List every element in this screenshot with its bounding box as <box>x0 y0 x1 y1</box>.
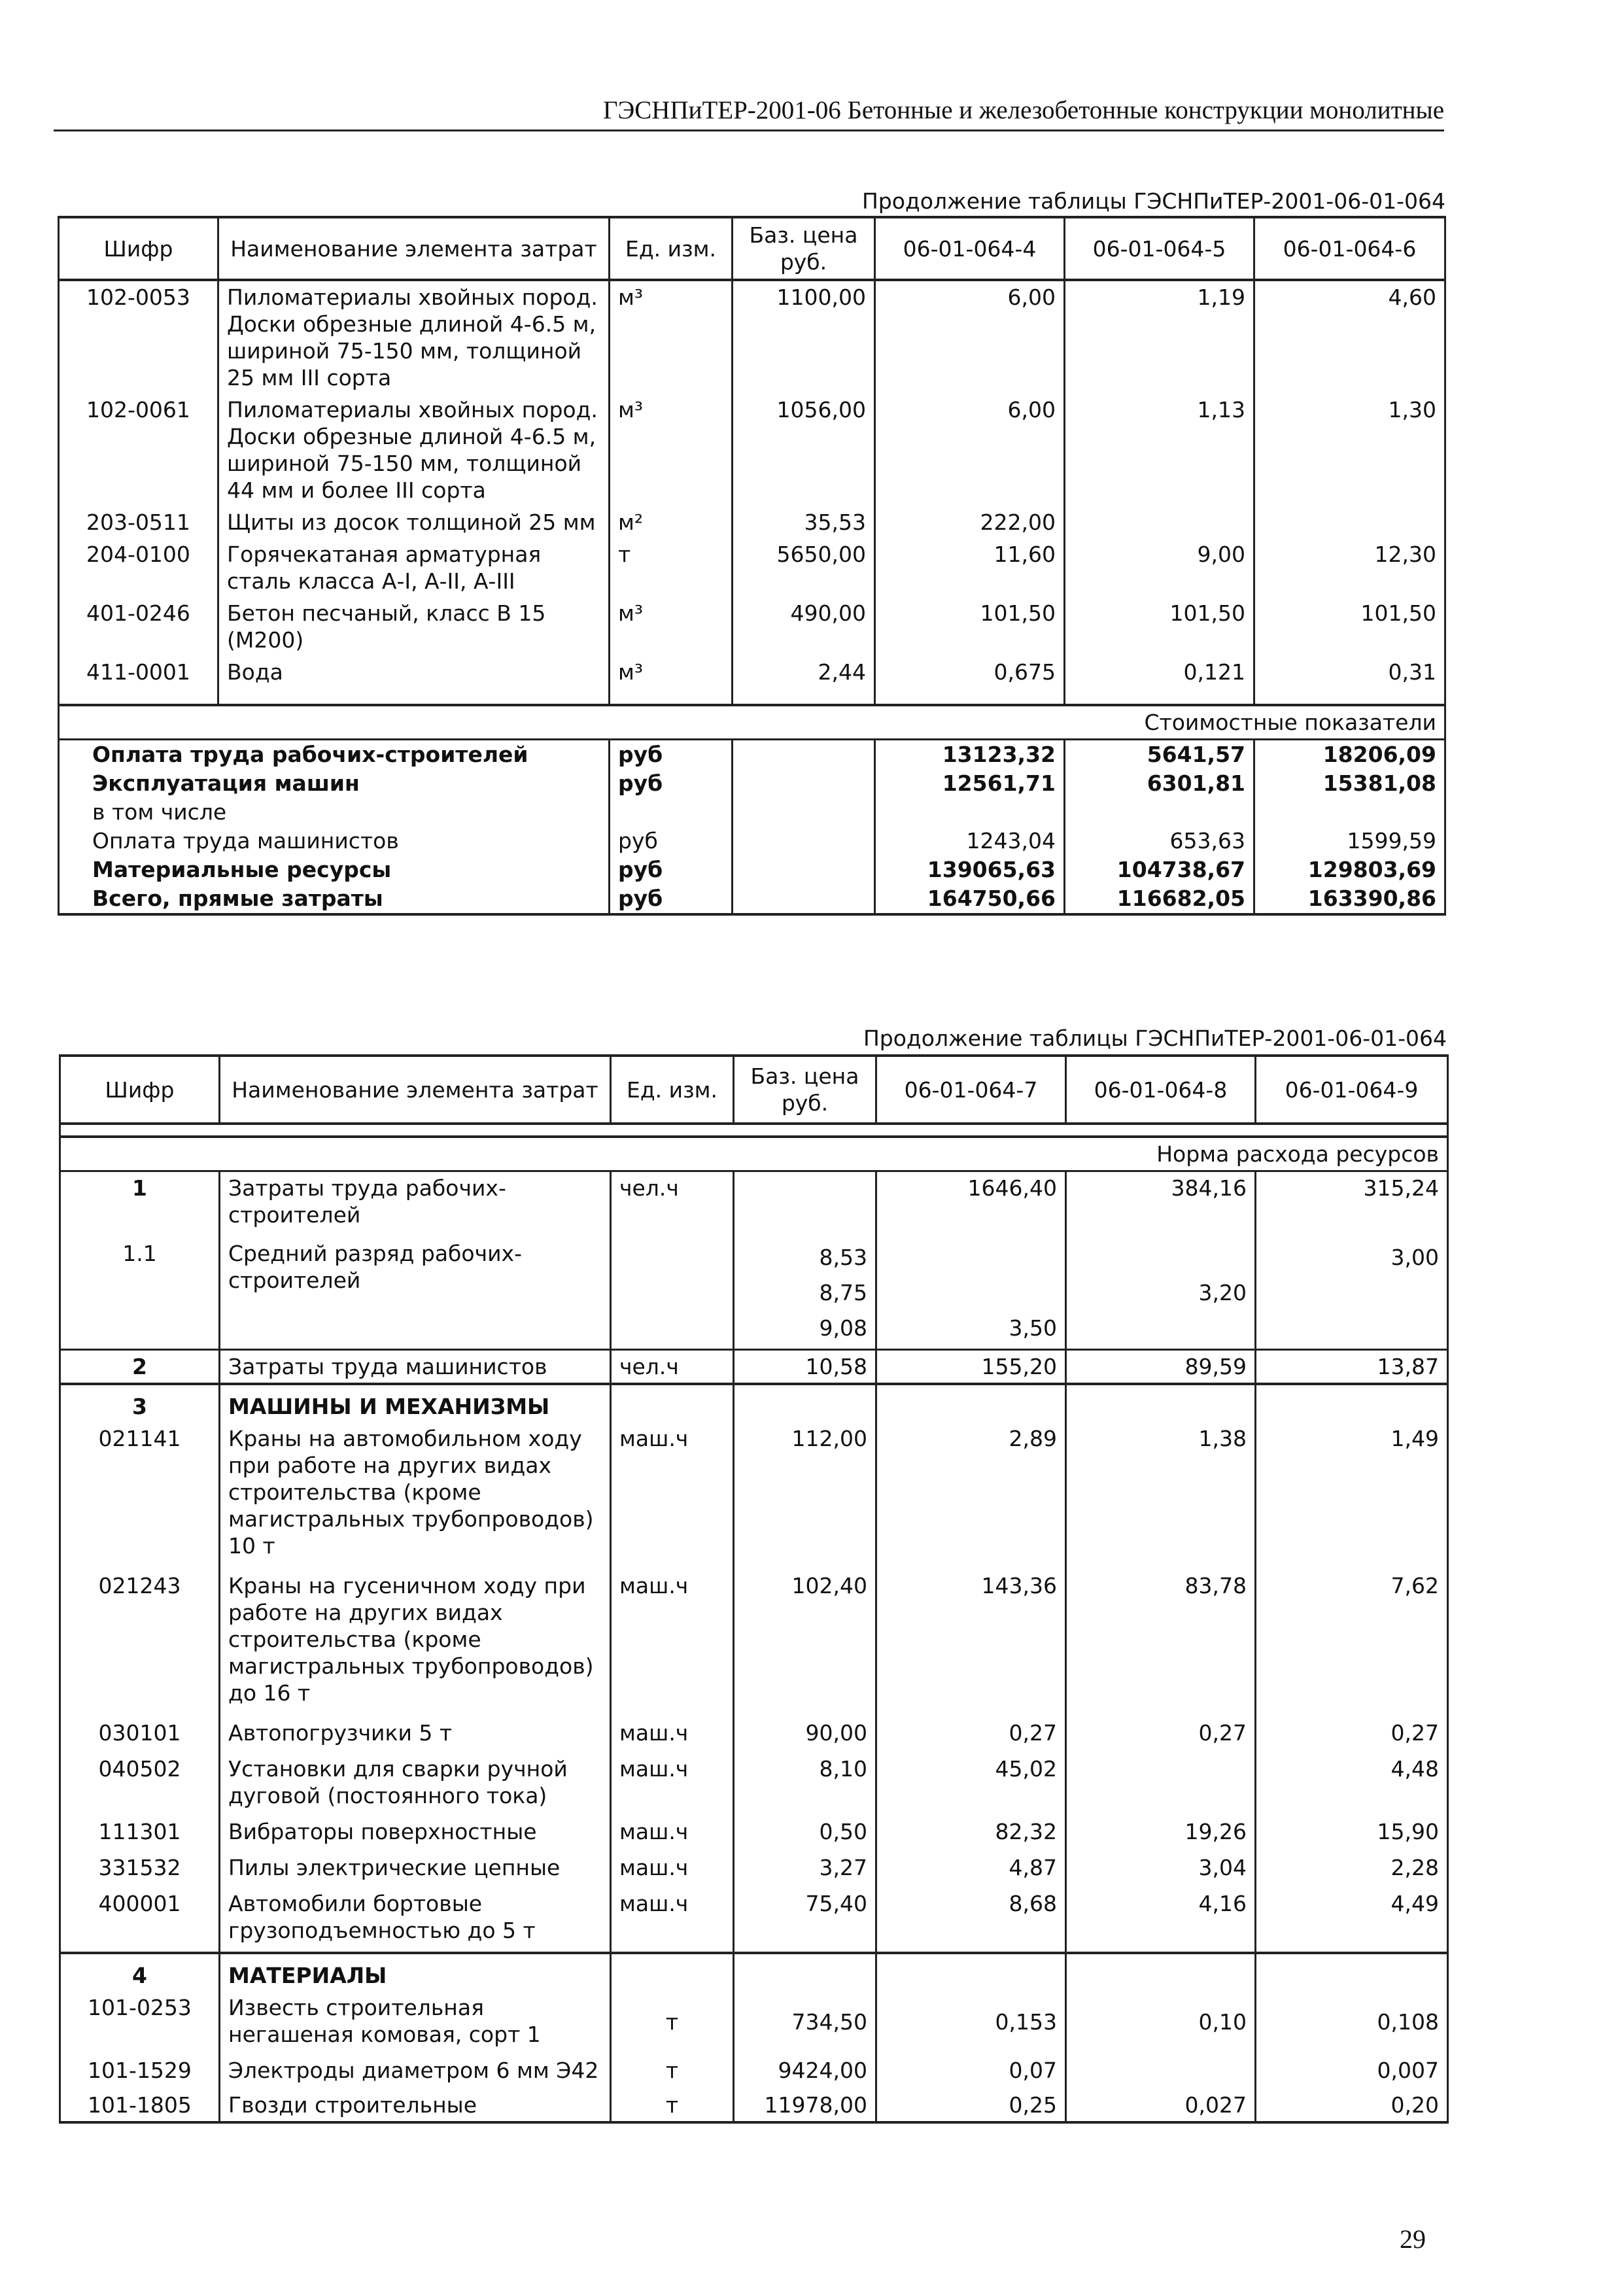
cell-name: Автопогрузчики 5 т <box>220 1709 611 1749</box>
summary-value: 139065,63 <box>875 855 1065 884</box>
cell-value: 0,675 <box>875 656 1065 688</box>
cell-code: 1 <box>60 1171 220 1232</box>
col-header-norm-7: 06-01-064-7 <box>876 1056 1066 1124</box>
cell-code: 021141 <box>60 1423 220 1562</box>
price-grade: 8,75 <box>819 1280 867 1305</box>
summary-row <box>59 884 1445 914</box>
page-number: 29 <box>1400 2224 1426 2254</box>
col-header-name: Наименование элемента затрат <box>218 217 610 280</box>
cell-name: Затраты труда рабочих-строителей <box>220 1171 611 1232</box>
summary-value: 1243,04 <box>875 827 1065 855</box>
summary-value: 5641,57 <box>1065 740 1254 770</box>
cell-name: Затраты труда машинистов <box>220 1350 611 1385</box>
cell-value: 143,36 <box>876 1562 1066 1709</box>
cell-unit: м² <box>610 506 733 538</box>
cell-value: 1,38 <box>1066 1423 1256 1562</box>
table-row <box>60 2086 1448 2122</box>
cell-value: 11,60 <box>875 538 1065 597</box>
summary-value: 163390,86 <box>1254 884 1445 914</box>
cell-value: 1,19 <box>1065 280 1254 394</box>
cell-value <box>1256 1231 1448 1350</box>
summary-value: 653,63 <box>1065 827 1254 855</box>
cell-unit: маш.ч <box>611 1884 734 1953</box>
cell-code: 021243 <box>60 1562 220 1709</box>
cell-name: Щиты из досок толщиной 25 мм <box>218 506 610 538</box>
band-row <box>59 705 1445 740</box>
cell-code: 102-0053 <box>59 280 218 394</box>
summary-value: 18206,09 <box>1254 740 1445 770</box>
table1 <box>58 216 1446 916</box>
summary-value: 15381,08 <box>1254 769 1445 798</box>
cell-price: 734,50 <box>734 1992 876 2050</box>
summary-row <box>59 827 1445 855</box>
cell-code: 411-0001 <box>59 656 218 688</box>
summary-value: 104738,67 <box>1065 855 1254 884</box>
col-header-norm-8: 06-01-064-8 <box>1066 1056 1256 1124</box>
cell-value: 4,49 <box>1256 1884 1448 1953</box>
table1-caption: Продолжение таблицы ГЭСНПиТЕР-2001-06-01-064 <box>861 188 1445 214</box>
section-code: 4 <box>60 1953 220 1992</box>
cell-code: 111301 <box>60 1812 220 1848</box>
cell-unit: т <box>610 538 733 597</box>
section-code: 3 <box>60 1384 220 1423</box>
cell-name: Известь строительная негашеная комовая, сорт 1 <box>220 1992 611 2050</box>
table-row <box>59 538 1445 597</box>
table-row <box>59 394 1445 506</box>
section-row <box>60 1953 1448 1992</box>
cell-value: 3,04 <box>1066 1848 1256 1884</box>
cell-value <box>1066 1749 1256 1812</box>
cell-value: 2,28 <box>1256 1848 1448 1884</box>
cell-value: 4,48 <box>1256 1749 1448 1812</box>
cell-value <box>876 1231 1066 1350</box>
summary-value: 129803,69 <box>1254 855 1445 884</box>
cell-name: Электроды диаметром 6 мм Э42 <box>220 2050 611 2086</box>
table-row <box>59 597 1445 656</box>
cell-value: 0,153 <box>876 1992 1066 2050</box>
col-header-name: Наименование элемента затрат <box>220 1056 611 1124</box>
summary-value: 6301,81 <box>1065 769 1254 798</box>
col-header-code: Шифр <box>59 217 218 280</box>
grade-value: 3,00 <box>1391 1245 1439 1270</box>
cell-value: 0,25 <box>876 2086 1066 2122</box>
cell-value: 6,00 <box>875 394 1065 506</box>
summary-row <box>59 740 1445 770</box>
cell-price <box>734 1171 876 1232</box>
cell-name: Краны на гусеничном ходу при работе на других видах строительства (кроме магистральных трубопроводов) до 16 т <box>220 1562 611 1709</box>
table-row <box>60 1884 1448 1953</box>
cell-value: 101,50 <box>1254 597 1445 656</box>
col-header-norm-5: 06-01-064-5 <box>1065 217 1254 280</box>
cell-name: Бетон песчаный, класс В 15 (М200) <box>218 597 610 656</box>
cell-value: 12,30 <box>1254 538 1445 597</box>
col-header-code: Шифр <box>60 1056 220 1124</box>
summary-row <box>59 769 1445 798</box>
cell-code: 204-0100 <box>59 538 218 597</box>
cell-price: 2,44 <box>733 656 875 688</box>
cell-name: Пиломатериалы хвойных пород. Доски обрезные длиной 4-6.5 м, шириной 75-150 мм, толщиной 25 мм III сорта <box>218 280 610 394</box>
cell-unit: маш.ч <box>611 1709 734 1749</box>
cell-value: 6,00 <box>875 280 1065 394</box>
summary-label: Материальные ресурсы <box>59 855 610 884</box>
cell-price: 0,50 <box>734 1812 876 1848</box>
col-header-norm-9: 06-01-064-9 <box>1256 1056 1448 1124</box>
table-row <box>60 2050 1448 2086</box>
cell-unit: т <box>611 2050 734 2086</box>
cell-code: 2 <box>60 1350 220 1385</box>
cell-value: 1646,40 <box>876 1171 1066 1232</box>
cell-value: 0,007 <box>1256 2050 1448 2086</box>
cell-price: 490,00 <box>733 597 875 656</box>
cell-unit: м³ <box>610 280 733 394</box>
cell-value: 4,87 <box>876 1848 1066 1884</box>
cell-unit: чел.ч <box>611 1350 734 1385</box>
cell-price: 11978,00 <box>734 2086 876 2122</box>
cell-value: 0,27 <box>876 1709 1066 1749</box>
cell-price: 3,27 <box>734 1848 876 1884</box>
cell-name: Вода <box>218 656 610 688</box>
cell-unit: чел.ч <box>611 1171 734 1232</box>
cell-unit: т <box>611 2086 734 2122</box>
cell-name: Краны на автомобильном ходу при работе на других видах строительства (кроме магистральных трубопроводов) 10 т <box>220 1423 611 1562</box>
table-row <box>60 1749 1448 1812</box>
table-row <box>60 1231 1448 1350</box>
col-header-norm-6: 06-01-064-6 <box>1254 217 1445 280</box>
cell-value: 0,27 <box>1256 1709 1448 1749</box>
cell-value: 101,50 <box>875 597 1065 656</box>
cell-value: 0,108 <box>1256 1992 1448 2050</box>
cell-value: 89,59 <box>1066 1350 1256 1385</box>
summary-unit: руб <box>610 855 733 884</box>
cell-name: Автомобили бортовые грузоподъемностью до 5 т <box>220 1884 611 1953</box>
table-row <box>60 1423 1448 1562</box>
cell-value: 384,16 <box>1066 1171 1256 1232</box>
cell-value: 9,00 <box>1065 538 1254 597</box>
table-row <box>59 280 1445 394</box>
cell-unit: маш.ч <box>611 1848 734 1884</box>
cell-price: 35,53 <box>733 506 875 538</box>
cell-code: 331532 <box>60 1848 220 1884</box>
table2-caption: Продолжение таблицы ГЭСНПиТЕР-2001-06-01-064 <box>863 1026 1447 1051</box>
table-row <box>60 1992 1448 2050</box>
cell-name: Установки для сварки ручной дуговой (постоянного тока) <box>220 1749 611 1812</box>
band-row <box>60 1137 1448 1171</box>
table-row <box>60 1848 1448 1884</box>
cell-code: 101-0253 <box>60 1992 220 2050</box>
col-header-price: Баз. цена руб. <box>734 1056 876 1124</box>
cell-unit: маш.ч <box>611 1423 734 1562</box>
cell-name: Горячекатаная арматурная сталь класса А-I, А-II, А-III <box>218 538 610 597</box>
grade-value: 3,20 <box>1198 1280 1247 1305</box>
cell-code: 401-0246 <box>59 597 218 656</box>
cell-price: 10,58 <box>734 1350 876 1385</box>
cell-unit: маш.ч <box>611 1812 734 1848</box>
page-header: ГЭСНПиТЕР-2001-06 Бетонные и железобетонные конструкции монолитные <box>54 92 1444 131</box>
table2 <box>59 1054 1449 2124</box>
summary-unit: руб <box>610 769 733 798</box>
table-row <box>60 1812 1448 1848</box>
cell-value: 0,027 <box>1066 2086 1256 2122</box>
summary-label: Всего, прямые затраты <box>59 884 610 914</box>
cell-unit: т <box>611 1992 734 2050</box>
cell-value: 82,32 <box>876 1812 1066 1848</box>
summary-value: 13123,32 <box>875 740 1065 770</box>
cell-value: 0,20 <box>1256 2086 1448 2122</box>
cell-name: Пилы электрические цепные <box>220 1848 611 1884</box>
table-row <box>60 1350 1448 1385</box>
cell-value: 8,68 <box>876 1884 1066 1953</box>
band-resource-norms: Норма расхода ресурсов <box>60 1137 1448 1171</box>
cell-price: 90,00 <box>734 1709 876 1749</box>
cell-code: 040502 <box>60 1749 220 1812</box>
cell-value: 0,07 <box>876 2050 1066 2086</box>
grade-value: 3,50 <box>1009 1315 1057 1341</box>
cell-code: 030101 <box>60 1709 220 1749</box>
cell-code: 1.1 <box>60 1231 220 1350</box>
summary-value: 12561,71 <box>875 769 1065 798</box>
table-row <box>60 1171 1448 1232</box>
cell-value: 7,62 <box>1256 1562 1448 1709</box>
cell-value <box>1066 2050 1256 2086</box>
cell-value: 222,00 <box>875 506 1065 538</box>
col-header-price: Баз. цена руб. <box>733 217 875 280</box>
cell-code: 101-1529 <box>60 2050 220 2086</box>
summary-unit: руб <box>610 827 733 855</box>
cell-value: 1,30 <box>1254 394 1445 506</box>
cell-value: 83,78 <box>1066 1562 1256 1709</box>
cell-unit: маш.ч <box>611 1562 734 1709</box>
section-row <box>60 1384 1448 1423</box>
summary-label: Эксплуатация машин <box>59 769 610 798</box>
cell-value: 0,27 <box>1066 1709 1256 1749</box>
cell-unit: м³ <box>610 597 733 656</box>
cell-unit: м³ <box>610 656 733 688</box>
price-grade: 9,08 <box>819 1315 867 1341</box>
cell-unit: м³ <box>610 394 733 506</box>
table-row <box>59 656 1445 688</box>
cell-value: 4,60 <box>1254 280 1445 394</box>
summary-label: Оплата труда машинистов <box>59 827 610 855</box>
summary-value: 116682,05 <box>1065 884 1254 914</box>
cell-price-grades <box>734 1231 876 1350</box>
cell-value: 2,89 <box>876 1423 1066 1562</box>
col-header-unit: Ед. изм. <box>610 217 733 280</box>
summary-label: в том числе <box>59 798 610 827</box>
cell-code: 102-0061 <box>59 394 218 506</box>
cell-value: 45,02 <box>876 1749 1066 1812</box>
cell-value: 13,87 <box>1256 1350 1448 1385</box>
cell-price: 75,40 <box>734 1884 876 1953</box>
table-row <box>59 506 1445 538</box>
summary-value: 1599,59 <box>1254 827 1445 855</box>
cell-value: 1,13 <box>1065 394 1254 506</box>
cell-value: 0,10 <box>1066 1992 1256 2050</box>
cell-value: 15,90 <box>1256 1812 1448 1848</box>
cell-value: 315,24 <box>1256 1171 1448 1232</box>
cell-name: Гвозди строительные <box>220 2086 611 2122</box>
summary-label: Оплата труда рабочих-строителей <box>59 740 610 770</box>
cell-value <box>1065 506 1254 538</box>
section-title: МАШИНЫ И МЕХАНИЗМЫ <box>220 1384 611 1423</box>
cell-price: 1056,00 <box>733 394 875 506</box>
cell-name: Средний разряд рабочих-строителей <box>220 1231 611 1350</box>
cell-price: 112,00 <box>734 1423 876 1562</box>
cell-name: Пиломатериалы хвойных пород. Доски обрезные длиной 4-6.5 м, шириной 75-150 мм, толщиной 44 мм и более III сорта <box>218 394 610 506</box>
cell-value: 4,16 <box>1066 1884 1256 1953</box>
cell-value: 0,31 <box>1254 656 1445 688</box>
cell-name: Вибраторы поверхностные <box>220 1812 611 1848</box>
cell-price: 102,40 <box>734 1562 876 1709</box>
table-row <box>60 1709 1448 1749</box>
cell-price: 8,10 <box>734 1749 876 1812</box>
cell-value <box>1066 1231 1256 1350</box>
summary-row <box>59 798 1445 827</box>
cell-code: 203-0511 <box>59 506 218 538</box>
summary-unit: руб <box>610 740 733 770</box>
price-grade: 8,53 <box>819 1245 867 1270</box>
cell-price: 9424,00 <box>734 2050 876 2086</box>
summary-row <box>59 855 1445 884</box>
cell-value: 155,20 <box>876 1350 1066 1385</box>
col-header-unit: Ед. изм. <box>611 1056 734 1124</box>
cell-value: 101,50 <box>1065 597 1254 656</box>
section-title: МАТЕРИАЛЫ <box>220 1953 611 1992</box>
summary-unit: руб <box>610 884 733 914</box>
cell-value: 19,26 <box>1066 1812 1256 1848</box>
cell-value: 1,49 <box>1256 1423 1448 1562</box>
cell-code: 101-1805 <box>60 2086 220 2122</box>
cell-code: 400001 <box>60 1884 220 1953</box>
cell-value: 0,121 <box>1065 656 1254 688</box>
cell-price: 5650,00 <box>733 538 875 597</box>
col-header-norm-4: 06-01-064-4 <box>875 217 1065 280</box>
cell-value <box>1254 506 1445 538</box>
band-cost-indicators: Стоимостные показатели <box>59 705 1445 740</box>
cell-unit: маш.ч <box>611 1749 734 1812</box>
table-row <box>60 1562 1448 1709</box>
summary-value: 164750,66 <box>875 884 1065 914</box>
cell-price: 1100,00 <box>733 280 875 394</box>
